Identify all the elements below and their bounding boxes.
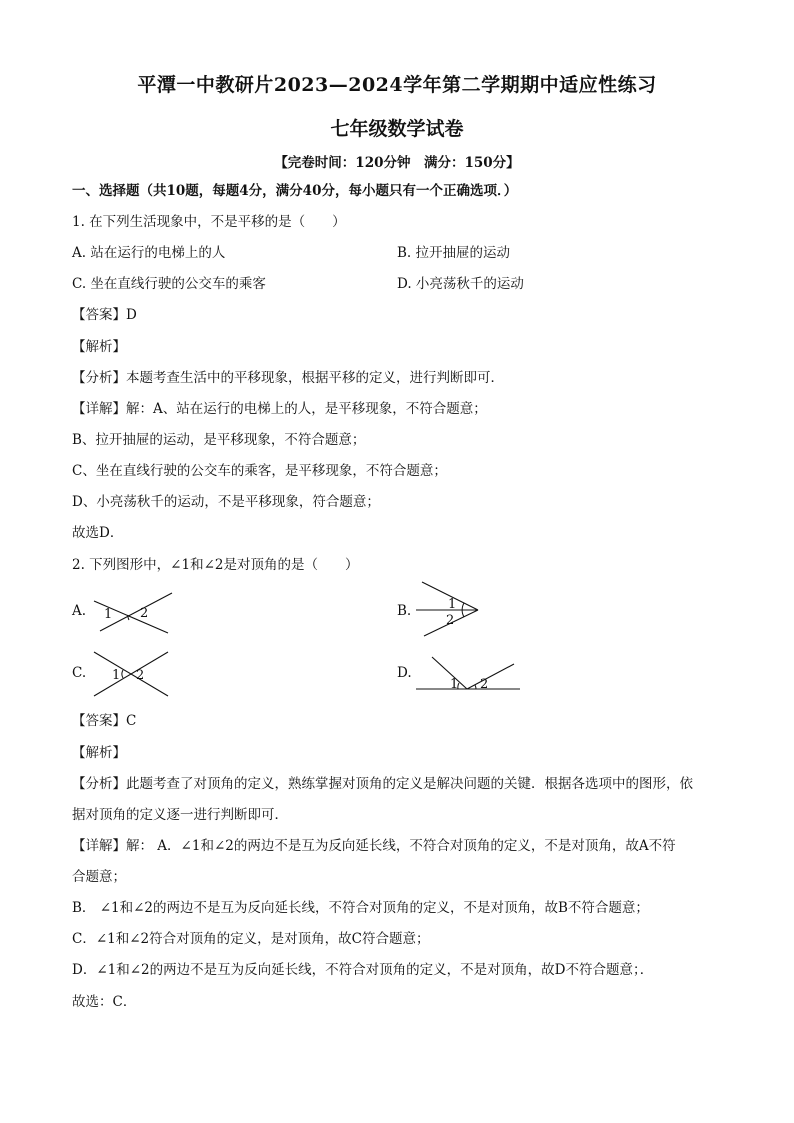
angle-label-1: 1 xyxy=(448,597,457,612)
angle-label-1: 1 xyxy=(112,668,121,683)
q1-option-a: A. 站在运行的电梯上的人 xyxy=(72,245,226,261)
q1-fenxi: 【分析】本题考查生活中的平移现象，根据平移的定义，进行判断即可． xyxy=(72,370,504,386)
q2-detail-line: 【详解】解： A．∠1和∠2的两边不是互为反向延长线，不符合对顶角的定义，不是对顶角，故A不符 xyxy=(72,838,676,854)
q2-analysis-heading: 【解析】 xyxy=(72,745,126,761)
angle-label-2: 2 xyxy=(136,668,145,683)
angle-label-1: 1 xyxy=(104,607,113,622)
q2-fenxi-line: 【分析】此题考查了对顶角的定义，熟练掌握对顶角的定义是解决问题的关键．根据各选项中的图形，依 xyxy=(72,776,693,792)
q2-figure-d xyxy=(414,654,524,694)
q2-stem: 2. 下列图形中，∠1和∠2是对顶角的是（ ） xyxy=(72,557,359,573)
q2-detail-line: 合题意； xyxy=(72,869,126,885)
q1-detail-line: D、小亮荡秋千的运动，不是平移现象，符合题意； xyxy=(72,494,380,510)
q2-option-d-label: D. xyxy=(397,665,412,681)
q1-option-d: D. 小亮荡秋千的运动 xyxy=(397,276,524,292)
angle-label-2: 2 xyxy=(480,677,489,692)
angle-arc xyxy=(475,685,476,689)
ray xyxy=(467,664,514,689)
q1-detail-line: 【详解】解：A、站在运行的电梯上的人，是平移现象，不符合题意； xyxy=(72,401,487,417)
q2-figure-a xyxy=(90,585,180,635)
q1-option-b: B. 拉开抽屉的运动 xyxy=(397,245,511,261)
exam-info: 【完卷时间：120分钟 满分：150分】 xyxy=(274,155,520,171)
q2-option-a-label: A. xyxy=(72,603,87,619)
section-heading: 一、选择题（共10题，每题4分，满分40分，每小题只有一个正确选项．） xyxy=(72,183,518,199)
q1-detail-line: 故选D． xyxy=(72,525,124,541)
q2-detail-line: D．∠1和∠2的两边不是互为反向延长线，不符合对顶角的定义，不是对顶角，故D不符合题意；． xyxy=(72,962,654,978)
q2-detail-line: C．∠1和∠2符合对顶角的定义，是对顶角，故C符合题意； xyxy=(72,931,430,947)
q1-stem: 1. 在下列生活现象中，不是平移的是（ ） xyxy=(72,214,346,230)
document-subtitle: 七年级数学试卷 xyxy=(330,118,464,140)
q2-answer: 【答案】C xyxy=(72,713,137,729)
q1-detail-line: B、拉开抽屉的运动，是平移现象，不符合题意； xyxy=(72,432,366,448)
q2-figure-b xyxy=(414,580,484,638)
q1-detail-line: C、坐在直线行驶的公交车的乘客，是平移现象，不符合题意； xyxy=(72,463,447,479)
q2-figure-c xyxy=(92,650,172,700)
q2-option-c-label: C. xyxy=(72,665,87,681)
q2-detail-line: B． ∠1和∠2的两边不是互为反向延长线，不符合对顶角的定义，不是对顶角，故B不符合题意； xyxy=(72,900,649,916)
angle-label-2: 2 xyxy=(446,613,455,628)
angle-arc xyxy=(122,670,123,678)
q1-analysis-heading: 【解析】 xyxy=(72,339,126,355)
q1-option-c: C. 坐在直线行驶的公交车的乘客 xyxy=(72,276,266,292)
q2-detail-line: 故选：C． xyxy=(72,994,137,1010)
angle-label-2: 2 xyxy=(140,606,149,621)
q2-fenxi-line: 据对顶角的定义逐一进行判断即可． xyxy=(72,807,288,823)
document-title: 平潭一中教研片2023—2024学年第二学期期中适应性练习 xyxy=(137,74,657,96)
q1-answer: 【答案】D xyxy=(72,307,137,323)
angle-label-1: 1 xyxy=(450,677,459,692)
q2-option-b-label: B. xyxy=(397,603,412,619)
